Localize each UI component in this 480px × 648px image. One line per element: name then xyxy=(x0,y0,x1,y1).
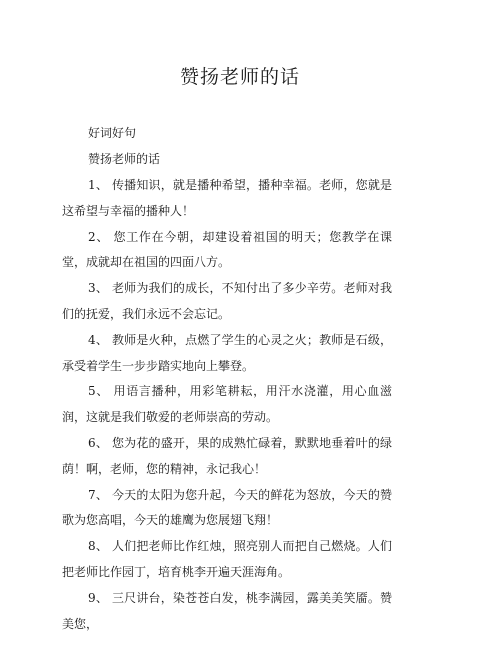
section-label: 好词好句 xyxy=(88,126,137,140)
document-body xyxy=(62,173,392,637)
list-item: 6、 您为花的盛开，果的成熟忙碌着，默默地垂着叶的绿荫！啊，老师，您的精神，永记我心！ xyxy=(62,435,392,476)
list-item: 8、 人们把老师比作红烛，照亮别人而把自己燃烧。人们把老师比作园丁，培育桃李开遍天涯海角。 xyxy=(62,539,392,579)
list-item: 9、 三尺讲台，染苍苍白发，桃李满园，露美美笑靥。赞美您， xyxy=(62,590,392,631)
list-item: 5、 用语言播种，用彩笔耕耘，用汗水浇灌，用心血滋润，这就是我们敬爱的老师崇高的劳动。 xyxy=(62,384,392,425)
list-item: 2、 您工作在今朝，却建设着祖国的明天；您教学在课堂，成就却在祖国的四面八方。 xyxy=(62,229,392,270)
document-title: 赞扬老师的话 xyxy=(179,66,300,88)
list-item: 3、 老师为我们的成长，不知付出了多少辛劳。老师对我们的抚爱，我们永远不会忘记。 xyxy=(62,281,392,321)
list-item: 1、 传播知识，就是播种希望，播种幸福。老师，您就是这希望与幸福的播种人！ xyxy=(62,178,392,218)
list-item: 4、 教师是火种，点燃了学生的心灵之火；教师是石级，承受着学生一步步踏实地向上攀登。 xyxy=(62,332,392,373)
section-subtitle: 赞扬老师的话 xyxy=(88,152,161,166)
list-item: 7、 今天的太阳为您升起，今天的鲜花为怒放，今天的赞歌为您高唱，今天的雄鹰为您展翅飞翔！ xyxy=(62,487,392,528)
